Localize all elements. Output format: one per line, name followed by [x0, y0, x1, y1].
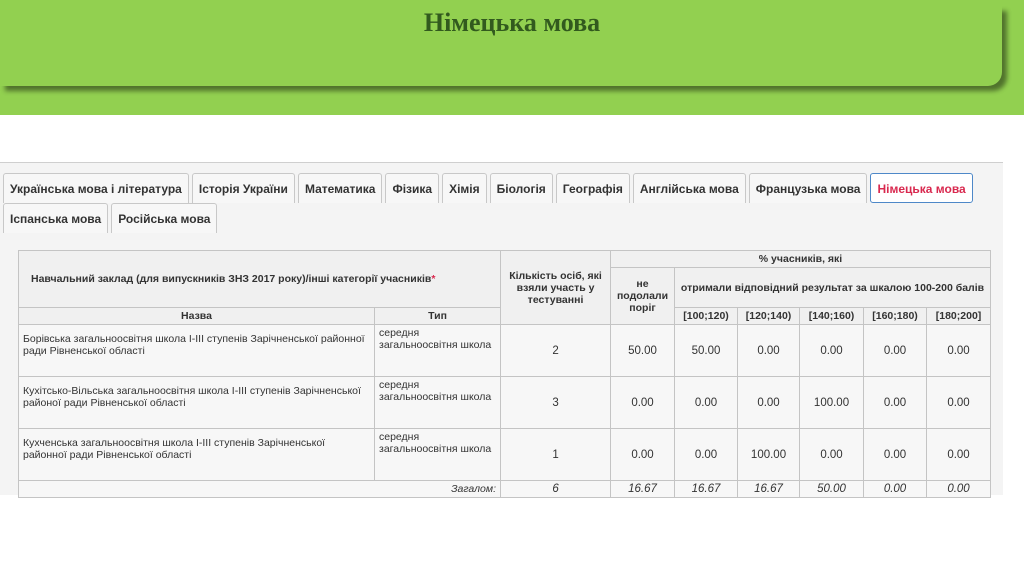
participant-count: 2: [501, 325, 611, 377]
total-label: Загалом:: [19, 481, 501, 498]
range-value: 100.00: [800, 377, 864, 429]
range-value: 0.00: [800, 429, 864, 481]
range-header: [180;200]: [927, 308, 991, 325]
range-header: [120;140): [738, 308, 800, 325]
results-panel: [0, 162, 1003, 495]
school-type: середня загальноосвітня школа: [375, 325, 501, 377]
range-value: 0.00: [800, 325, 864, 377]
total-range-value: 0.00: [927, 481, 991, 498]
school-name: Кухітсько-Вільська загальноосвітня школа І-ІІІ ступенів Зарічненської районої ради Рівненської області: [19, 377, 375, 429]
total-range-value: 16.67: [675, 481, 738, 498]
subject-tabs: [3, 173, 993, 233]
range-value: 0.00: [927, 429, 991, 481]
not-passed-value: 0.00: [611, 429, 675, 481]
total-range-value: 16.67: [738, 481, 800, 498]
school-type: середня загальноосвітня школа: [375, 377, 501, 429]
tab-ukrainian[interactable]: Українська мова і література: [3, 173, 189, 203]
total-range-value: 50.00: [800, 481, 864, 498]
percent-header: % учасників, які: [611, 251, 991, 268]
not-passed-value: 0.00: [611, 377, 675, 429]
table-row: [19, 325, 991, 377]
participant-count: 3: [501, 377, 611, 429]
range-header: [160;180): [864, 308, 927, 325]
type-header: Тип: [375, 308, 501, 325]
tab-chemistry[interactable]: Хімія: [442, 173, 487, 203]
required-mark: *: [431, 273, 436, 285]
range-value: 0.00: [738, 377, 800, 429]
tab-row-2: [3, 203, 993, 233]
tab-history[interactable]: Історія України: [192, 173, 295, 203]
range-value: 100.00: [738, 429, 800, 481]
range-value: 0.00: [864, 429, 927, 481]
tab-biology[interactable]: Біологія: [490, 173, 553, 203]
tab-row-1: [3, 173, 993, 203]
table-row: [19, 429, 991, 481]
total-row: [19, 481, 991, 498]
participant-count: 1: [501, 429, 611, 481]
total-range-value: 0.00: [864, 481, 927, 498]
tab-math[interactable]: Математика: [298, 173, 383, 203]
not-passed-value: 50.00: [611, 325, 675, 377]
range-value: 0.00: [927, 325, 991, 377]
range-value: 0.00: [864, 325, 927, 377]
tab-physics[interactable]: Фізика: [385, 173, 439, 203]
range-header: [100;120): [675, 308, 738, 325]
tab-german[interactable]: Німецька мова: [870, 173, 972, 203]
range-value: 0.00: [927, 377, 991, 429]
tab-russian[interactable]: Російська мова: [111, 203, 217, 233]
not-passed-header: не подолали поріг: [611, 268, 675, 325]
school-name: Борівська загальноосвітня школа І-ІІІ ступенів Зарічненської районної ради Рівненської області: [19, 325, 375, 377]
range-value: 0.00: [675, 377, 738, 429]
total-count: 6: [501, 481, 611, 498]
results-table-wrap: [18, 250, 990, 498]
institution-header: Навчальний заклад (для випускників ЗНЗ 2017 року)/інші категорії учасників*: [19, 251, 501, 308]
tab-english[interactable]: Англійська мова: [633, 173, 746, 203]
total-not-passed: 16.67: [611, 481, 675, 498]
table-row: [19, 377, 991, 429]
count-header: Кількість осіб, які взяли участь у тестуванні: [501, 251, 611, 325]
tab-geography[interactable]: Географія: [556, 173, 630, 203]
school-name: Кухченська загальноосвітня школа І-ІІІ ступенів Зарічненської районної ради Рівненської області: [19, 429, 375, 481]
range-value: 50.00: [675, 325, 738, 377]
range-header: [140;160): [800, 308, 864, 325]
school-type: середня загальноосвітня школа: [375, 429, 501, 481]
range-value: 0.00: [675, 429, 738, 481]
results-table: [18, 250, 991, 498]
result-scale-header: отримали відповідний результат за шкалою 100-200 балів: [675, 268, 991, 308]
slide-title: Німецька мова: [423, 8, 601, 37]
name-header: Назва: [19, 308, 375, 325]
range-value: 0.00: [864, 377, 927, 429]
tab-french[interactable]: Французька мова: [749, 173, 868, 203]
title-banner: [0, 0, 1024, 115]
range-value: 0.00: [738, 325, 800, 377]
tab-spanish[interactable]: Іспанська мова: [3, 203, 108, 233]
